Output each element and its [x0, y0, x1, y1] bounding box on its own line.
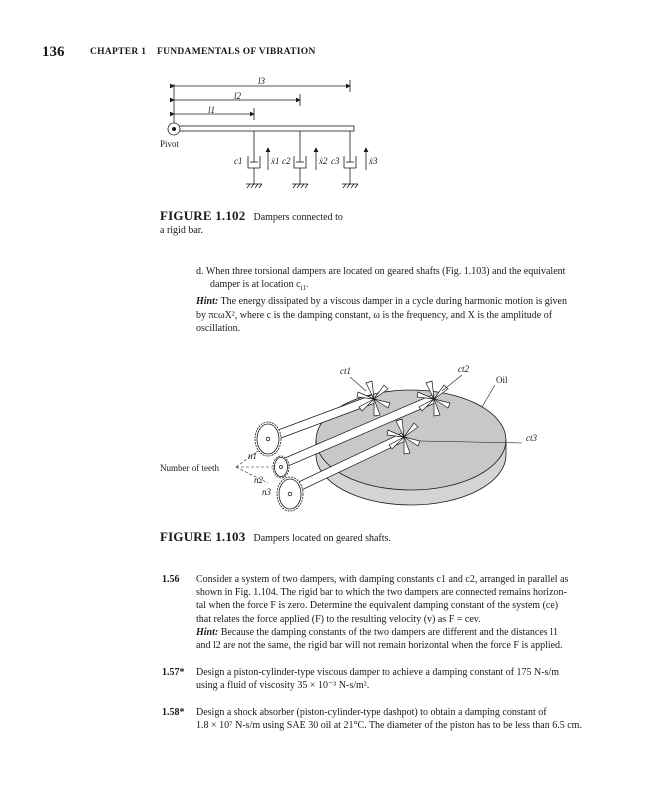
chapter-title: FUNDAMENTALS OF VIBRATION: [156, 47, 316, 57]
figure-1-103-diagram: [150, 355, 550, 520]
problem-1-57: [162, 666, 602, 692]
label-n2: n2: [254, 475, 263, 485]
label-x1: ẋ1: [271, 156, 280, 166]
problem-line: shown in Fig. 1.104. The rigid bar to which the two dampers are connected remains horizon-: [196, 587, 567, 599]
problem-line: that relates the force applied (F) to the resulting velocity (v) as F = cev.: [196, 613, 481, 625]
label-n3: n3: [262, 487, 271, 497]
figure-1-102-caption: [160, 209, 390, 237]
problem-1-56: [162, 573, 602, 652]
subscript: t1: [300, 284, 306, 293]
label-l1: l1: [208, 105, 216, 115]
label-l3: l3: [258, 76, 266, 86]
label-c3: c3: [331, 156, 340, 166]
label-l2: l2: [234, 91, 242, 101]
hint-text: oscillation.: [196, 322, 241, 334]
part-d-line: damper is at location c: [210, 279, 301, 291]
label-ct1: ct1: [340, 366, 351, 376]
problem-number: 1.58*: [162, 707, 185, 718]
chapter-label: CHAPTER 1: [90, 47, 147, 57]
problem-line: Design a shock absorber (piston-cylinder-type dashpot) to obtain a damping constant of: [196, 707, 547, 718]
gears: [255, 422, 303, 511]
hint-label: Hint:: [196, 626, 219, 638]
problem-number: 1.56: [162, 574, 180, 585]
problem-line: 1.8 × 10⁷ N-s/m using SAE 30 oil at 21°C. The diameter of the piston has to be less than 6.5 cm.: [196, 720, 582, 732]
label-n1: n1: [248, 451, 257, 461]
figure-1-102-diagram: [150, 72, 390, 212]
hint-text: Because the damping constants of the two dampers are different and the distances l1: [218, 626, 558, 638]
part-d: d. When three torsional dampers are located on geared shafts (Fig. 1.103) and the equivalent damper is at location $c_{t1}$. Hint: The energy dissipated by a viscous damper in a cycle during harmonic motion is given by πcωX², where c is the damping constant, ω is the frequency, and X is the amplitude of oscillation.: [196, 266, 567, 334]
damper-2: [292, 131, 308, 188]
damper-1: [246, 131, 262, 188]
page-number: 136: [42, 44, 65, 60]
hint-text: by πcωX², where c is the damping constant, ω is the frequency, and X is the amplitude of: [196, 309, 553, 321]
figure-1-103-caption: [160, 530, 560, 545]
caption-text: Dampers connected to: [253, 212, 343, 223]
part-d-line: d. When three torsional dampers are located on geared shafts (Fig. 1.103) and the equivalent: [196, 266, 566, 277]
caption-text: Dampers located on geared shafts.: [253, 533, 391, 544]
problem-line: using a fluid of viscosity 35 × 10⁻³ N-s/m².: [196, 680, 370, 692]
label-x3: ẋ3: [369, 156, 378, 166]
hint-label: Hint:: [196, 296, 219, 308]
label-ct3: ct3: [526, 433, 537, 443]
label-oil: Oil: [496, 375, 508, 385]
figure-label: FIGURE 1.103: [160, 529, 246, 544]
label-x2: ẋ2: [319, 156, 328, 166]
label-number-of-teeth: Number of teeth: [160, 463, 219, 473]
label-c1: c1: [234, 156, 243, 166]
problem-line: Consider a system of two dampers, with damping constants c1 and c2, arranged in parallel as: [196, 574, 569, 585]
problem-number: 1.57*: [162, 667, 185, 678]
running-head: [90, 47, 316, 57]
hint-text: and l2 are not the same, the rigid bar will not remain horizontal when the force F is applied.: [196, 640, 563, 652]
figure-label: FIGURE 1.102: [160, 208, 246, 223]
caption-text-cont: a rigid bar.: [160, 225, 204, 236]
problem-line: tal when the force F is zero. Determine the equivalent damping constant of the system (ce): [196, 600, 559, 612]
damper-3: [342, 131, 358, 188]
label-pivot: Pivot: [160, 139, 180, 149]
problem-line: Design a piston-cylinder-type viscous damper to achieve a damping constant of 175 N-s/m: [196, 667, 560, 678]
hint-text: The energy dissipated by a viscous damper in a cycle during harmonic motion is given: [218, 296, 567, 308]
label-ct2: ct2: [458, 364, 469, 374]
label-c2: c2: [282, 156, 291, 166]
problem-1-58: [162, 706, 602, 732]
